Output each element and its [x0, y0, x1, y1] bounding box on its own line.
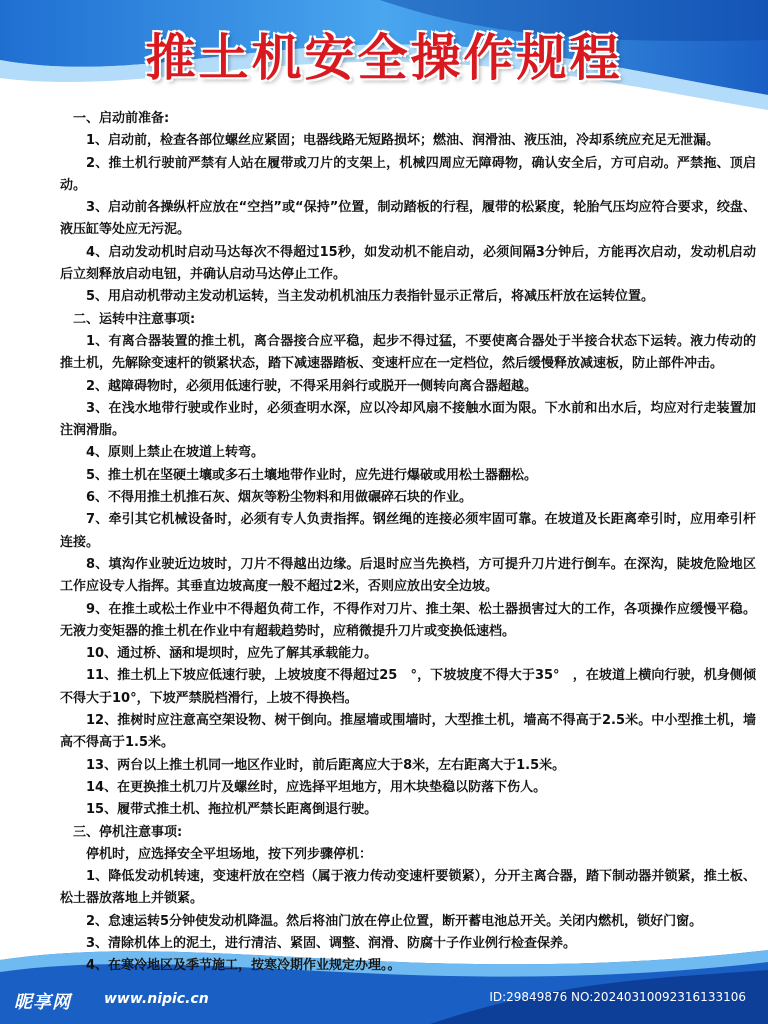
watermark-logo: 昵享网: [14, 992, 71, 1013]
list-item: 12、推树时应注意高空架设物、树干倒向。推屋墙或围墙时，大型推土机，墙高不得高于2.5米。中小型推土机，墙高不得高于1.5米。: [60, 713, 756, 751]
list-item: 1、有离合器装置的推土机，离合器接合应平稳，起步不得过猛，不要使离合器处于半接合状态下运转。液力传动的推土机，先解除变速杆的锁紧状态，踏下减速器踏板、变速杆应在一定档位，然后缓慢释放减速板，防止部件冲击。: [60, 333, 756, 372]
list-item: 15、履带式推土机、拖拉机严禁长距离倒退行驶。: [86, 802, 378, 818]
watermark-id: ID:29849876 NO:20240310092316133106: [489, 990, 746, 1004]
list-item: 2、怠速运转5分钟使发动机降温。然后将油门放在停止位置，断开蓄电池总开关。关闭内燃机，锁好门窗。: [86, 913, 703, 929]
list-item: 9、在推土或松土作业中不得超负荷工作，不得作对刀片、推土架、松土器损害过大的工作，各项操作应缓慢平稳。无液力变矩器的推土机在作业中有超载趋势时，应稍微提升刀片或变换低速档。: [60, 601, 756, 639]
list-item: 4、启动发动机时启动马达每次不得超过15秒，如发动机不能启动，必须间隔3分钟后，方能再次启动，发动机启动后立刻释放启动电钮，并确认启动马达停止工作。: [60, 244, 756, 283]
section-heading: 一、启动前准备:: [73, 111, 170, 126]
list-item: 1、启动前，检查各部位螺丝应紧固；电器线路无短路损坏；燃油、润滑油、液压油，冷却系统应充足无泄漏。: [86, 133, 720, 149]
list-item: 3、清除机体上的泥土，进行清洁、紧固、调整、润滑、防腐十子作业例行检查保养。: [86, 935, 577, 951]
page-title: 推土机安全操作规程: [145, 29, 623, 87]
list-item: 3、启动前各操纵杆应放在“空挡”或“保持”位置，制动踏板的行程，履带的松紧度，轮胎气压均应符合要求，绞盘、液压缸等处应无污泥。: [60, 200, 756, 238]
document-body: [60, 108, 756, 978]
list-item: 8、填沟作业驶近边坡时，刀片不得越出边缘。后退时应当先换档，方可提升刀片进行倒车。在深沟，陡坡危险地区工作应设专人指挥。其垂直边坡高度一般不超过2米，否则应放出安全边坡。: [60, 556, 756, 595]
list-item: 停机时，应选择安全平坦场地，按下列步骤停机：: [86, 846, 373, 862]
list-item: 1、降低发动机转速，变速杆放在空档（属于液力传动变速杆要锁紧），分开主离合器，踏下制动器并锁紧，推土板、松土器放落地上并锁紧。: [60, 869, 756, 907]
list-item: 14、在更换推土机刀片及螺丝时，应选择平坦地方，用木块垫稳以防落下伤人。: [86, 779, 547, 795]
section-heading: 二、运转中注意事项:: [73, 311, 196, 327]
list-item: 4、原则上禁止在坡道上转弯。: [86, 445, 265, 461]
list-item: 5、用启动机带动主发动机运转，当主发动机机油压力表指针显示正常后，将减压杆放在运转位置。: [86, 289, 655, 305]
list-item: 3、在浅水地带行驶或作业时，必须查明水深，应以冷却风扇不接触水面为限。下水前和出水后，均应对行走装置加注润滑脂。: [60, 400, 756, 439]
list-item: 4、在寒冷地区及季节施工，按寒冷期作业规定办理。。: [86, 958, 401, 974]
list-item: 13、两台以上推土机同一地区作业时，前后距离应大于8米，左右距离大于1.5米。: [86, 757, 566, 773]
list-item: 11、推土机上下坡应低速行驶，上坡坡度不得超过25 °，下坡坡度不得大于35° ，在坡道上横向行驶，机身侧倾不得大于10°，下坡严禁脱档滑行，上坡不得换档。: [60, 668, 756, 706]
list-item: 7、牵引其它机械设备时，必须有专人负责指挥。钢丝绳的连接必须牢固可靠。在坡道及长距离牵引时，应用牵引杆连接。: [60, 512, 756, 550]
watermark-url[interactable]: www.nipic.cn: [104, 991, 209, 1007]
list-item: 2、推土机行驶前严禁有人站在履带或刀片的支架上，机械四周应无障碍物，确认安全后，方可启动。严禁拖、顶启动。: [60, 155, 756, 193]
list-item: 10、通过桥、涵和堤坝时，应先了解其承载能力。: [86, 646, 378, 662]
section-heading: 三、停机注意事项:: [73, 824, 183, 840]
list-item: 5、推土机在坚硬土壤或多石土壤地带作业时，应先进行爆破或用松土器翻松。: [86, 467, 538, 483]
list-item: 2、越障碍物时，必须用低速行驶，不得采用斜行或脱开一侧转向离合器超越。: [86, 378, 538, 394]
list-item: 6、不得用推土机推石灰、烟灰等粉尘物料和用做碾碎石块的作业。: [86, 490, 473, 506]
